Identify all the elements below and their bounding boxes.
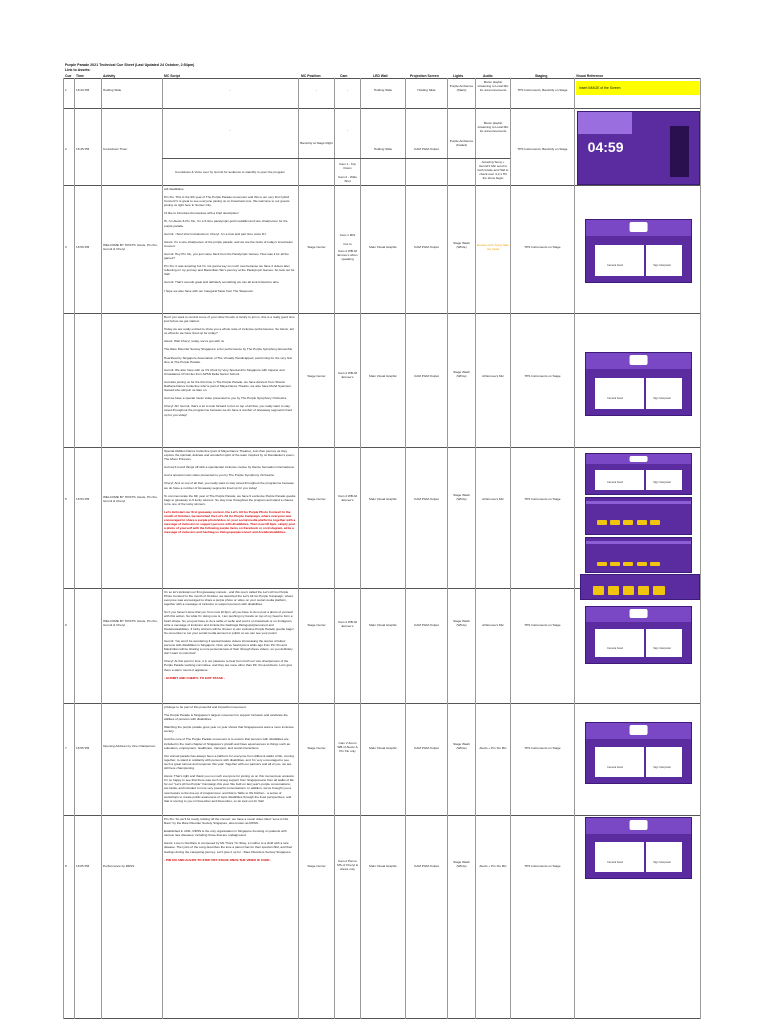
staging: TPS Instruments on Stage	[524, 746, 561, 750]
audio: Music playlist streaming to Local Mix for announcements	[477, 80, 509, 93]
mc-script-block: Pin Xiu: So we'll be ready, kicking off the concert, we have a music video titled "Love is Not Rare" by the Rare Disorder Society Singapore, also known as RDSS. Established in 2011, RDSS is the only organisation in Singapore focusing on patients with various rare diseases, including those that are undiagnosed. Alexis: Love is Not Rare is composed by Ms Thora Yin Shay, a mother to a child with a rare disease. The lyrics of the song describes the love a parent has for their special child, and their feelings during the caregiving journey. Let's give it up for - Rare Disorders Society Singapore. - PIN XIU AND ALEXIS TO STEP OFF STAGE ONCE THE VIDEO IS CUED -	[164, 817, 296, 1017]
staging: TPS Instruments on Stage	[524, 245, 561, 249]
col-projection: Projection Screen	[410, 74, 439, 78]
cam: -	[346, 128, 349, 132]
mc-script: -	[229, 128, 231, 132]
cue-activity: WELCOME BY HOSTS: Alexis, Pin Xiu, Gurmit & Cheryl	[103, 619, 158, 628]
countdown-visual	[577, 111, 700, 185]
lights: Purple Ambience (Static)	[449, 84, 474, 93]
led-wall: Main Visual Graphic	[369, 374, 397, 378]
row-divider	[63, 815, 700, 816]
purple-parade-logo	[629, 820, 648, 830]
col-time: Time	[76, 74, 84, 78]
mc-position: Bans/Idy at Stage Right	[300, 141, 333, 145]
col-cue: Cue	[65, 74, 72, 78]
giveaway-icons	[593, 582, 687, 592]
lights: Purple Ambience (Faded)	[449, 139, 474, 148]
stage-direction: - PIN XIU AND ALEXIS TO STEP OFF STAGE ONCE THE VIDEO IS CUED -	[164, 857, 272, 862]
sign-interpreter-box	[646, 842, 682, 872]
projection: CAM PGM Output	[414, 623, 439, 627]
camera-feed-box	[595, 470, 643, 490]
giveaway-visual	[585, 497, 692, 535]
cue-time: 15:50 PM	[76, 245, 90, 249]
row-divider	[63, 78, 700, 79]
giveaway-icons	[597, 512, 681, 517]
col-divider	[700, 78, 701, 1019]
cue-activity: Opening Address by Vice Chairperson	[103, 744, 156, 748]
camera-feed-label: Camera Feed	[607, 397, 623, 401]
col-divider	[510, 78, 511, 1019]
stage-visual	[585, 453, 692, 495]
staging: TPS Instruments on Stage	[524, 374, 561, 378]
audio: Alexis + Pin Xiu Mic	[479, 746, 507, 750]
row-divider	[63, 108, 700, 109]
audio: All Emcee's Mic	[482, 374, 504, 378]
col-divider	[162, 78, 163, 1019]
mc-position: Stage Center	[307, 245, 326, 249]
mc-script-block: It's so let's kickstart our first giveaway contest - and this one's called the Let's All Go Purple Photo Contest! In the month of October, we launched the Let's All Go Purple Campaign, where everyone was encouraged to share a purple photo or video on your social media platform, together with a message of inclusion to support persons with disabilities. So if you haven't done that yet, from now till 6pm, all you have to do is post a photo of yourself with this action. So what I'm doing now is, I am pushing my hands on top of my head to form a heart shape. So you just have to do a selfie or wefie and post it on Facebook or on Instagram, write a message of inclusion and include the hashtags #letsgopurpleconcert and #celebrateabilities. 3 lucky winners will be chosen to win exclusive Purple Parade goodie bags! So remember to set your social media account to public so we can see your posts! Gurmit: You won't be wondering 3 special feature videos showcasing the stories of fellow persons with disabilities in Singapore. Now, we've heard just a while ago from Pin Xiu and Maximilian will be sharing a more personal look of their through these videos, so you definitely don't want to miss that! Cheryl: At this point in time, it is our pleasure to hear from both our vice chairpersons of the Purple Parade working committee, and they are none other than Pin Xiu and Alexis. Let's give them a warm round of applause. - GURMIT AND CHERYL TO EXIT STAGE -	[164, 590, 296, 702]
col-divider	[574, 78, 575, 1019]
row-divider	[63, 185, 700, 186]
cam: Cam 1 - Top Down	[339, 162, 356, 171]
cam-secondary: Cut to	[343, 242, 352, 246]
cue-activity: Performance by RDSS	[103, 864, 135, 868]
cue-activity: WELCOME BY HOSTS: Alexis, Pin Xiu, Gurmit & Cheryl	[103, 495, 158, 504]
sign-interpreter-label: Sign Interpreter	[653, 646, 672, 650]
col-activity: Activity	[103, 74, 116, 78]
mc-script-block: Special Abilities Dance Collective (part of Maya Dance Theatre), Join their journey as they explore the spiritual, delicate and wonderful spirit of the team inspired by Jo Dandasker's poem, The Moon Princess. And we'll round things off with a spectacular inclusive routine by Dance Sensation International. And a special music video presented to you by The Purple Symphony Orchestra. Cheryl: And on top of all that, you really want to stay tuned throughout the programme because we do have a number of Giveaway segments lined up for you today! To commemorate the 9th year of The Purple Parade, we have 9 exclusive Purple Parade goodie bags to giveaway to 9 lucky winners. So stay tune throughout the program and stand a chance to be one of the lucky winners. Let's kickstart our first giveaway contest, the Let's All Go Purple Photo Contest! In the month of October, we launched the Let's All Go Purple Campaign, where everyone was encouraged to share a purple photo/video on your social media platforms together with a message of inclusion to support persons with disabilities. Then now till 6pm, simply post a photo of yourself with the following purple items on Facebook or on Instagram, write a message of inclusion and hashtag us #letsgopurpleconcert and #celebrateabilities.	[164, 449, 296, 535]
led-wall: Main Visual Graphic	[369, 623, 397, 627]
cue-number: 5	[65, 497, 67, 501]
led-wall: Main Visual Graphic	[369, 497, 397, 501]
visual-banner	[586, 541, 691, 544]
lights: Stage Wash (White)	[453, 370, 470, 379]
lights: Stage Wash (White)	[453, 493, 470, 502]
col-divider	[447, 78, 448, 1019]
camera-feed-label: Camera Feed	[607, 264, 623, 268]
camera-feed-label: Camera Feed	[607, 860, 623, 864]
mc-script-block: But if you want to remind some of your other friends or family to join in, this is a really good time just before we get started. Today we are really excited to show you a whole suite of inclusive performances. So Alexis, tell us what do we have lined up for today? Alexis: Well Cheryl, today, we've got with us The Rare Disorder Society Singapore' a fun performance by The Purple Symphony Ensemble. Heartbeat by Singapore Association of The Visually Handicapped, performing for the very first time at The Purple Parade. Gurmit: We also have with us VS Choir by Very Special Arts Singapore with Inquirer and Circadiance Of Circles from APSN Delta Senior School. And also joining us for the first time in The Purple Parade, we have dancers from Sharon Raihana Dance Collective who're part of Maya Dance Theatre, we also have Mohd Syamsuri Samad who will join us later on. And we have a special music video presented to you by The Purple Symphony Orchestra. Cheryl: Ah! Gurmit, that's a lot to look forward to but on top of all that, you really want to stay tuned throughout the programme because we do have a number of Giveaway segments lined up for you today!	[164, 315, 295, 417]
sign-interpreter-label: Sign Interpreter	[653, 481, 672, 485]
camera-feed-box	[595, 629, 643, 657]
cue-activity: Holding Slide	[103, 88, 122, 92]
mc-script: Countdown & Voice over by Gurmit for audience to standby to open the program	[175, 170, 285, 174]
col-divider	[298, 78, 299, 1019]
audio: Alexis + Pin Xiu Mic	[479, 864, 507, 868]
cam-tertiary: Cam 2 WB All Emcee's when speaking	[337, 249, 358, 262]
sign-interpreter-label: Sign Interpreter	[653, 860, 672, 864]
cue-number: 3	[65, 245, 67, 249]
audio: All Emcee's Mic	[482, 497, 504, 501]
cam-secondary: Cam 2 - Wide Shot	[338, 175, 357, 184]
stage-visual	[585, 817, 692, 879]
lights: Stage Wash (White)	[453, 860, 470, 869]
col-staging: Staging	[535, 74, 548, 78]
camera-feed-box	[595, 842, 643, 872]
mc-position: Stage Center	[307, 864, 326, 868]
sign-interpreter-label: Sign Interpreter	[653, 264, 672, 268]
stage-visual	[585, 722, 692, 784]
led-wall: Holding Slide	[373, 147, 393, 151]
staging: TPS Instruments on Stage	[524, 623, 561, 627]
staging: TPS Instruments, Bans/Idy on Stage	[517, 147, 568, 151]
sign-interpreter-label: Sign Interpreter	[653, 397, 672, 401]
cam: Cam 2 WB All Emcee's	[337, 494, 358, 503]
col-divider	[74, 78, 75, 1019]
audio: Amazing Song + Gurmit's Mic send to both Inside and Hall to check over 3,2,1 Hit the show begin	[477, 160, 509, 181]
cue-number: 1	[65, 88, 67, 92]
col-divider	[360, 78, 361, 1019]
projection: CAM PGM Output	[414, 497, 439, 501]
mc-script: -	[229, 88, 231, 92]
col-divider	[405, 78, 406, 1019]
cue-number: 6	[65, 623, 67, 627]
sign-interpreter-box	[646, 629, 682, 657]
lights: Stage Wash (White)	[453, 619, 470, 628]
col-mc-script: MC Script	[164, 74, 180, 78]
cam: Cam 2 Pan to MS of Cheryl & Alexis only	[337, 859, 358, 872]
purple-parade-logo	[629, 456, 648, 462]
audio: Emcee mics Song fade out (Ava)	[477, 243, 509, 252]
mc-position: Stage Center	[307, 623, 326, 627]
purple-parade-logo	[629, 222, 648, 232]
row-divider	[162, 158, 510, 159]
banner-shape	[578, 112, 632, 134]
visual-ref-highlight: Insert IMAGE of the Screen	[576, 81, 700, 95]
col-led-wall: LED Wall	[373, 74, 388, 78]
cue-activity: WELCOME BY HOSTS: Alexis, Pin Xiu, Gurmit & Cheryl	[103, 243, 158, 252]
projection: Holding Slide	[417, 88, 436, 92]
projection: CAM PGM Output	[414, 245, 439, 249]
led-wall: Main Visual Graphic	[369, 864, 397, 868]
cam: Cam 2 WB All Emcee's	[337, 371, 358, 380]
col-divider	[101, 78, 102, 1019]
cue-time: 15:45 PM	[76, 147, 90, 151]
mc-position: Stage Center	[307, 746, 326, 750]
camera-feed-box	[595, 747, 643, 777]
cam: -	[346, 88, 349, 92]
mc-position: Stage Center	[307, 374, 326, 378]
camera-feed-label: Camera Feed	[607, 646, 623, 650]
cam: Cam 2 Zoom WB of Alexis & Pin Xiu only	[337, 741, 358, 754]
purple-parade-logo	[629, 725, 648, 735]
cue-number: 8	[65, 864, 67, 868]
projection: CAM PGM Output	[414, 746, 439, 750]
mc-position: -	[315, 88, 318, 92]
col-audio: Audio	[483, 74, 493, 78]
stage-visual	[585, 352, 692, 416]
mc-script-block: privilege to be part of this powerful and impactful movement. The Purple Parade is Singapore's largest movement to support inclusion and celebrate the abilities of persons with disabilities. Watching the purple parade grow year on year shows that Singaporeans want a more inclusive society. And the core of The Purple Parade movement is to ensure that persons with disabilities are included in the main chapter of Singapore's growth and have equal access to things such as education, employment, healthcare, transport, and social interactions. Our annual parade has always been a platform for everyone from different walks of life, coming together, to stand in solidarity with persons with disabilities, and I'm very encouraged to see such a great turnout and response this year. Together with our partners and all of you, we are still here championing. Alexis: That's right and thank you so much everyone for joining us on this momentous occasion. I'm so happy to see that there was such strong support from Singaporeans from all walks of life for our "Let's All Go Purple" Campaign this year. We built on last year's purple conversations, are kinda, and included 4 more very powerful conversations. In addition, we've brought you a new feature to the line-up of programmes, and that is Table to 9G Kitchen - a series of workshops to create public awareness of topic disabilities through the lived perspectives, and that is coming to you in November and December, so do look out for that!	[164, 705, 295, 803]
mc-script-block: will disabilities. Pin Xiu: This is the 9th year of The Purple Parade movement and this is our very first hybrid Concert! It is great to see everyone joining us on Facebook Live. We welcome to our guests joining us right here in Suntec City. I'd like to introduce themselves with a brief description! Hi, I'm Alexis & Pin Xiu, I'm a 5-time paralympic gold medallist and vice chairperson for the purple parade. Gurmit: <brief short introduction> Cheryl: I'm a host and part time voice DJ. Alexis: I'm a vice chairperson of the purple parade, and we are the hosts of today's Livestream Concert. Gurmit: Hey Pin Xiu, you just came back from the Paralympic Games. How was it for all the games? Pin Xiu: It was amazing but I'm not gonna say so much now because we have 2 videos later reflecting on my journey and Maximilian Tan's journey at the Paralympic Games. So look out for that! Gurmit: That's sounds great and definitely something we can all look forward to also. I hope we also have with our Inaugural Taste from The Sleepover	[164, 187, 295, 293]
purple-parade-logo	[629, 355, 648, 365]
sign-interpreter-box	[646, 245, 682, 276]
sign-interpreter-label: Sign Interpreter	[653, 765, 672, 769]
col-divider	[475, 78, 476, 1019]
led-wall: Main Visual Graphic	[369, 746, 397, 750]
sheet-title: Purple Parade 2021 Technical Cue Sheet (Last Updated 24 October, 2:54pm)	[65, 63, 195, 67]
countdown-clock: 04:59	[587, 139, 624, 156]
sign-interpreter-box	[646, 378, 682, 409]
led-wall: Holding Slide	[373, 88, 393, 92]
assets-link[interactable]: Link to Assets:	[65, 68, 91, 72]
sign-interpreter-box	[646, 470, 682, 490]
giveaway-icons	[597, 553, 681, 558]
cam: Cam 2 WB All Emcee's	[337, 620, 358, 629]
camera-feed-box	[595, 245, 643, 276]
projection: CAM PGM Output	[414, 864, 439, 868]
camera-feed-box	[595, 378, 643, 409]
cue-number: 2	[65, 147, 67, 151]
cue-activity: Countdown Timer	[103, 147, 128, 151]
visual-banner	[586, 501, 691, 504]
row-divider	[63, 313, 700, 314]
stage-visual	[585, 219, 692, 283]
projection: CAM PGM Output	[414, 374, 439, 378]
staging: TPS Instruments on Stage	[524, 497, 561, 501]
cam: Cam 1 M/S	[339, 233, 356, 237]
projection: CAM PGM Output	[414, 147, 439, 151]
giveaway-callout: Let's kickstart our first giveaway contest, the Let's All Go Purple Photo Contest! In the month of October, we launched the Let's All Go Purple Campaign, where everyone was encouraged to share a purple photo/video on your social media platforms together with a message of inclusion to support persons with disabilities. Then now till 6pm, simply post a photo of yourself with the following purple items on Facebook or on Instagram, write a message of inclusion and hashtag us #letsgopurpleconcert and #celebrateabilities.	[164, 509, 296, 535]
cue-time: 15:55 PM	[76, 746, 90, 750]
performer-silhouette	[670, 126, 689, 176]
audio: Music playlist streaming to Local Mix for announcements	[477, 121, 509, 134]
led-wall: Main Visual Graphic	[369, 245, 397, 249]
lights: Stage Wash (White)	[453, 241, 470, 250]
cue-time: 15:53 PM	[76, 497, 90, 501]
stage-visual	[585, 606, 692, 664]
col-divider	[334, 78, 335, 1019]
cue-number: 7	[65, 746, 67, 750]
mc-position: Stage Center	[307, 497, 326, 501]
row-divider	[63, 1018, 700, 1019]
col-lights: Lights	[453, 74, 464, 78]
staging: TPS Instruments on Stage	[524, 864, 561, 868]
giveaway-visual	[585, 537, 692, 573]
col-mc-position: MC Position	[301, 74, 321, 78]
purple-parade-logo	[629, 609, 648, 618]
camera-feed-label: Camera Feed	[607, 765, 623, 769]
cue-time: 15:43 PM	[76, 88, 90, 92]
col-divider	[63, 78, 64, 1019]
col-cam: Cam	[340, 74, 348, 78]
cue-time: 15:05 PM	[76, 864, 90, 868]
camera-feed-label: Camera Feed	[607, 481, 623, 485]
row-divider	[63, 703, 700, 704]
audio: All Emcee's Mic	[482, 623, 504, 627]
col-visual-ref: Visual Reference	[576, 74, 604, 78]
stage-direction: - GURMIT AND CHERYL TO EXIT STAGE -	[164, 675, 225, 680]
lights: Stage Wash (White)	[453, 742, 470, 751]
staging: TPS Instruments, Bans/Idy on Stage	[517, 88, 568, 92]
sign-interpreter-box	[646, 747, 682, 777]
giveaway-visual	[580, 574, 700, 600]
row-divider	[63, 447, 700, 448]
